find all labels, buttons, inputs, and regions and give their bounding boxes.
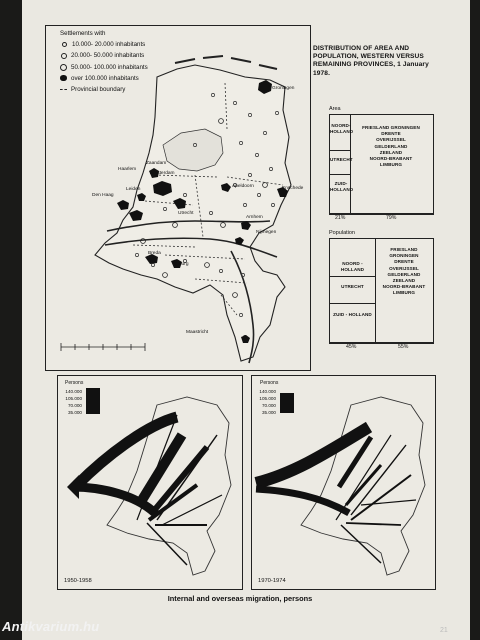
city-label-tilburg: Tilburg [174,262,189,267]
population-label: Population [329,230,355,236]
area-western-pct: 21% [335,215,346,221]
legend-item: Provincial boundary [60,84,148,95]
migration-map-1970 [251,375,434,588]
scale-value: 35.000 [67,410,82,415]
city-label-enschede: Enschede [282,186,304,191]
migration-period-1970: 1970-1974 [258,578,286,584]
pop-divider-1 [330,276,375,277]
migration-map-1950 [57,375,241,588]
city-label-nijmegen: Nijmegen [256,230,277,235]
scale-bar-1970 [280,393,294,413]
pop-divider-2 [330,303,375,304]
scale-value: 70.000 [67,403,82,408]
migration-flows-1970 [256,427,416,563]
scale-value: 140.000 [259,389,276,394]
legend-heading: Settlements with [60,30,106,37]
netherlands-settlement-map [45,25,309,369]
page-number: 21 [440,627,448,634]
population-western-block [330,239,376,342]
area-divider-1 [330,150,350,151]
city-label-amsterdam: Amsterdam [150,171,175,176]
scale-value: 105.000 [259,396,276,401]
migration-ylabel-1970: Persons [260,380,279,386]
area-region-noord-holland: NOORD- HOLLAND [330,123,354,135]
city-label-groningen: Groningen [272,86,295,91]
scale-value: 70.000 [261,403,276,408]
population-remaining-pct: 55% [398,344,409,350]
area-remaining-regions: FRIESLAND GRONINGEN DRENTE OVERIJSSEL GELDERLAND ZEELAND NOORD-BRABANT LIMBURG [362,125,420,168]
population-region-zuid-holland: ZUID - HOLLAND [333,312,372,317]
area-label: Area [329,106,341,112]
legend-item: over 100.000 inhabitants [60,73,148,84]
population-region-utrecht: UTRECHT [341,284,364,289]
city-label-breda: Breda [148,251,161,256]
population-region-noord-holland: NOORD - HOLLAND [340,261,365,273]
watermark-logo: Antikvarium.hu [2,619,100,634]
city-label-apeldoorn: Apeldoorn [232,184,254,189]
population-western-pct: 45% [346,344,357,350]
migration-ylabel-1950: Persons [65,380,84,386]
scale-bar-1950 [86,388,100,414]
city-label-maastricht: Maastricht [186,330,209,335]
overseas-arrow-1950 [67,475,79,499]
city-label-leiden: Leiden [126,187,141,192]
migration-period-1950: 1950-1958 [64,578,92,584]
city-label-utrecht: Utrecht [178,211,194,216]
scale-value: 105.000 [65,396,82,401]
scale-bar [61,343,145,351]
population-remaining-regions: FRIESLAND GRONINGEN DRENTE OVERIJSSEL GELDERLAND ZEELAND NOORD-BRABANT LIMBURG [382,247,426,296]
city-label-arnhem: Arnhem [246,215,263,220]
area-region-utrecht: UTRECHT [330,157,353,162]
city-label-haarlem: Haarlem [118,167,137,172]
scale-value: 35.000 [261,410,276,415]
scale-value: 140.000 [65,389,82,394]
population-pct-row [329,342,434,352]
area-divider-2 [330,174,350,175]
area-region-zuid-holland: ZUID- HOLLAND [330,181,354,193]
migration-caption: Internal and overseas migration, persons [167,594,313,603]
legend-item: 10.000- 20.000 inhabitants [60,39,148,50]
stats-title: DISTRIBUTION OF AREA AND POPULATION, WESTERN VERSUS REMAINING PROVINCES, 1 January 1978. [313,45,429,77]
city-label-den-haag: Den Haag [92,193,114,198]
area-remaining-pct: 79% [386,215,397,221]
legend-item: 50.000- 100.000 inhabitants [60,62,148,73]
city-label-zaandam: Zaandam [146,161,167,166]
legend-item: 20.000- 50.000 inhabitants [60,50,148,61]
